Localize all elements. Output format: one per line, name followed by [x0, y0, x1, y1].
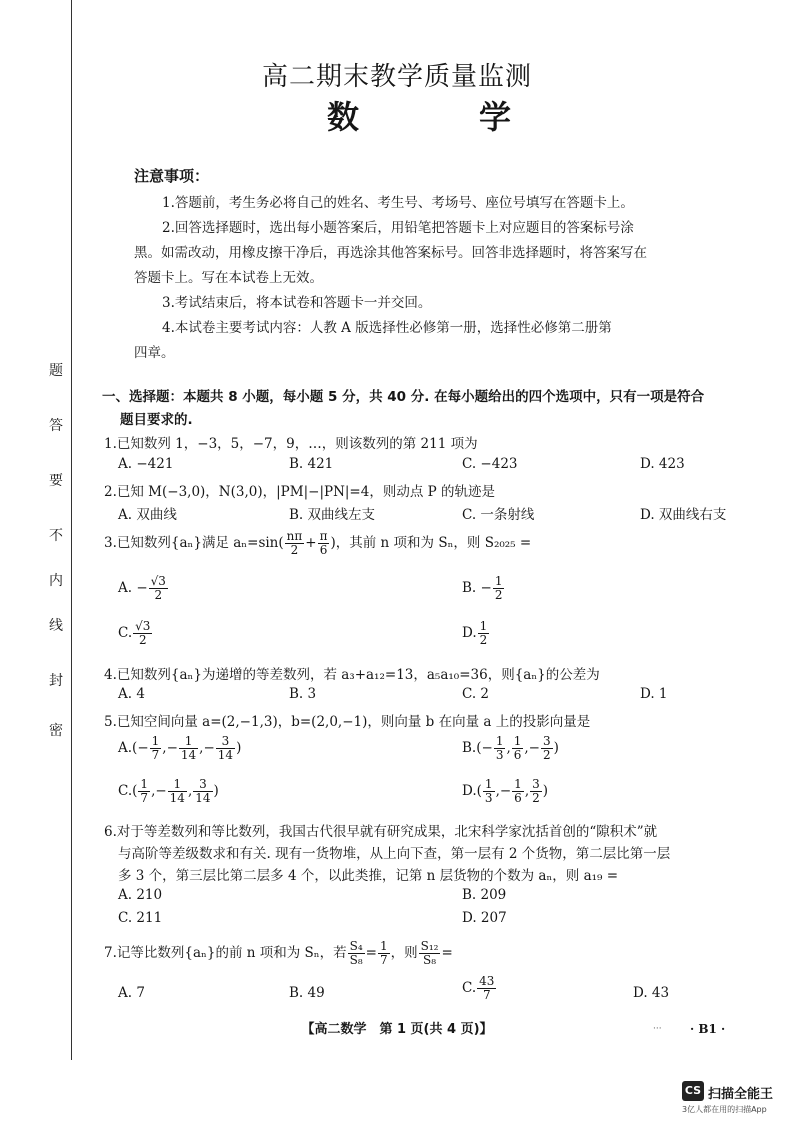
- separator: ,: [187, 783, 193, 799]
- option-label: C.: [462, 980, 477, 996]
- q1-option-c: C. −423: [462, 456, 518, 472]
- q7-option-c: [462, 975, 497, 1002]
- notice-heading: 注意事项：: [134, 167, 210, 185]
- q3-option-d: [462, 620, 490, 647]
- binding-char: 不: [49, 528, 63, 544]
- q6-option-b: B. 209: [462, 887, 507, 903]
- numerator: 3: [532, 777, 540, 791]
- fraction: [193, 778, 212, 805]
- notice-line: 2.回答选择题时，选出每小题答案后，用铅笔把答题卡上对应题目的答案标号涂: [162, 220, 634, 236]
- denominator: S₈: [423, 953, 437, 967]
- q4-option-d: D. 1: [640, 686, 668, 702]
- paren: ): [213, 783, 219, 799]
- separator: ,−: [162, 740, 178, 756]
- numerator: 1: [151, 734, 160, 748]
- option-label: A.: [118, 740, 133, 756]
- fraction: [150, 735, 162, 762]
- fraction: [318, 530, 330, 557]
- paren: ): [542, 783, 549, 799]
- q6-option-d: D. 207: [462, 910, 507, 926]
- separator: ,−: [199, 740, 215, 756]
- paren: (−: [476, 740, 493, 756]
- numerator: nπ: [286, 529, 303, 543]
- numerator: 1: [140, 777, 149, 791]
- paren: ): [553, 740, 559, 756]
- q5-option-b: [462, 735, 559, 762]
- q3-plus: +: [305, 535, 317, 551]
- numerator: S₁₂: [420, 939, 439, 953]
- paren: (: [476, 783, 482, 799]
- fraction: [179, 735, 198, 762]
- question-7: [104, 940, 453, 967]
- notice-line: 1.答题前，考生务必将自己的姓名、考生号、考场号、座位号填写在答题卡上。: [162, 195, 634, 211]
- notice-line: 3.考试结束后，将本试卷和答题卡一并交回。: [162, 295, 432, 311]
- scan-dots: ···: [653, 1024, 662, 1034]
- binding-char: 内: [49, 573, 63, 589]
- question-6: 6.对于等差数列和等比数列，我国古代很早就有研究成果，北宋科学家沈括首创的“隙积术”就: [104, 824, 658, 840]
- denominator: 7: [379, 953, 388, 967]
- page-footer: 【高二数学 第 1 页(共 4 页)】: [301, 1022, 493, 1037]
- q7-stem-mid: ，则: [390, 945, 418, 961]
- fraction: [285, 530, 305, 557]
- q4-option-b: B. 3: [289, 686, 317, 702]
- q2-option-c: C. 一条射线: [462, 507, 535, 523]
- fraction: [493, 575, 505, 602]
- q6-option-c: C. 211: [118, 910, 163, 926]
- numerator: 1: [379, 939, 388, 953]
- option-label: B.: [462, 740, 477, 756]
- binding-char: 题: [49, 363, 63, 379]
- watermark-name: 扫描全能王: [708, 1087, 774, 1102]
- denominator: 6: [514, 791, 522, 805]
- watermark-subtitle: 3亿人都在用的扫描App: [682, 1105, 767, 1114]
- question-4: 4.已知数列{aₙ}为递增的等差数列，若 a₃+a₁₂=13，a₅a₁₀=36，则{aₙ}的公差为: [104, 667, 600, 683]
- denominator: 6: [513, 748, 522, 762]
- denominator: 6: [319, 543, 328, 557]
- binding-char: 要: [49, 473, 63, 489]
- separator: ,−: [495, 783, 512, 799]
- separator: ,: [506, 740, 511, 756]
- denominator: 2: [543, 748, 551, 762]
- denominator: 7: [140, 791, 149, 805]
- separator: ,−: [151, 783, 167, 799]
- question-6-cont: 多 3 个，第三层比第二层多 4 个，以此类推，记第 n 层货物的个数为 aₙ，则 a₁₉ =: [118, 868, 619, 884]
- q7-option-a: A. 7: [118, 985, 145, 1001]
- q3-option-a: [118, 575, 169, 602]
- q5-option-a: [118, 735, 241, 762]
- fraction: [419, 940, 441, 967]
- option-label: D.: [462, 783, 477, 799]
- denominator: 2: [154, 588, 163, 602]
- q7-option-b: B. 49: [289, 985, 325, 1001]
- numerator: 1: [494, 574, 503, 588]
- fraction: [512, 735, 524, 762]
- fraction: [216, 735, 235, 762]
- q4-option-a: A. 4: [118, 686, 145, 702]
- numerator: 3: [193, 778, 212, 792]
- binding-char: 线: [49, 618, 63, 634]
- q5-option-c: [118, 778, 219, 805]
- notice-line: 答题卡上。写在本试卷上无效。: [134, 270, 323, 286]
- paren: ): [236, 740, 242, 756]
- q7-option-d: D. 43: [633, 985, 670, 1001]
- question-1: 1.已知数列 1，−3，5，−7，9，…，则该数列的第 211 项为: [104, 436, 478, 452]
- separator: ,: [524, 783, 530, 799]
- denominator: 2: [138, 633, 147, 647]
- notice-line: 4.本试卷主要考试内容：人教 A 版选择性必修第一册，选择性必修第二册第: [162, 320, 612, 336]
- fraction: [494, 735, 506, 762]
- section-heading: 一、选择题：本题共 8 小题，每小题 5 分，共 40 分. 在每小题给出的四个选项中，只有一项是符合: [102, 389, 705, 405]
- numerator: 43: [479, 974, 495, 988]
- numerator: 3: [543, 734, 551, 748]
- option-label: A. −: [118, 580, 148, 596]
- fraction: [133, 620, 152, 647]
- numerator: 1: [514, 777, 522, 791]
- denominator: 14: [180, 748, 197, 762]
- numerator: S₄: [349, 939, 363, 953]
- denominator: 2: [532, 791, 540, 805]
- fraction: [483, 778, 495, 805]
- q6-option-a: A. 210: [118, 887, 163, 903]
- denominator: 2: [290, 543, 299, 557]
- notice-line: 四章。: [134, 345, 175, 361]
- denominator: 14: [195, 791, 211, 805]
- numerator: 1: [179, 735, 198, 749]
- question-3: [104, 530, 531, 557]
- q7-stem-pre: 7.记等比数列{aₙ}的前 n 项和为 Sₙ，若: [104, 945, 347, 961]
- numerator: 1: [479, 619, 488, 633]
- denominator: 14: [217, 748, 234, 762]
- denominator: 3: [495, 748, 504, 762]
- numerator: π: [319, 529, 328, 543]
- numerator: √3: [150, 574, 166, 588]
- q3-stem-post: )，其前 n 项和为 Sₙ，则 S₂₀₂₅ =: [330, 535, 532, 551]
- q7-stem-post: =: [441, 945, 453, 961]
- question-2: 2.已知 M(−3,0)，N(3,0)，|PM|−|PN|=4，则动点 P 的轨迹是: [104, 484, 495, 500]
- paren: (: [132, 783, 138, 799]
- binding-char: 封: [49, 673, 63, 689]
- q2-option-d: D. 双曲线右支: [640, 507, 727, 523]
- binding-line: [71, 0, 72, 1060]
- paren: (−: [132, 740, 149, 756]
- q1-option-a: A. −421: [118, 456, 174, 472]
- q2-option-a: A. 双曲线: [118, 507, 177, 523]
- page-id: · B1 ·: [690, 1022, 726, 1036]
- denominator: 3: [484, 791, 493, 805]
- q3-option-c: [118, 620, 153, 647]
- question-6-cont: 与高阶等差级数求和有关. 现有一货物堆，从上向下查，第一层有 2 个货物，第二层比第一层: [118, 846, 671, 862]
- fraction: [541, 735, 553, 762]
- binding-char: 答: [49, 418, 63, 434]
- option-label: D.: [462, 625, 477, 641]
- fraction: [168, 778, 187, 805]
- fraction: [149, 575, 168, 602]
- numerator: 1: [495, 734, 504, 748]
- numerator: 1: [484, 777, 493, 791]
- exam-title: 高二期末教学质量监测: [261, 62, 532, 92]
- option-label: C.: [118, 625, 133, 641]
- numerator: 1: [513, 734, 522, 748]
- numerator: √3: [135, 619, 151, 633]
- q4-option-c: C. 2: [462, 686, 490, 702]
- option-label: B. −: [462, 580, 492, 596]
- fraction: [378, 940, 390, 967]
- separator: ,−: [524, 740, 540, 756]
- fraction: [477, 975, 496, 1002]
- question-5: 5.已知空间向量 a=(2,−1,3)，b=(2,0,−1)，则向量 b 在向量 a 上的投影向量是: [104, 714, 591, 730]
- q1-option-b: B. 421: [289, 456, 334, 472]
- denominator: 7: [151, 748, 160, 762]
- fraction: [530, 778, 542, 805]
- option-label: C.: [118, 783, 133, 799]
- binding-char: 密: [49, 723, 63, 739]
- equals: =: [365, 945, 377, 961]
- q1-option-d: D. 423: [640, 456, 685, 472]
- fraction: [348, 940, 365, 967]
- section-heading-cont: 题目要求的.: [120, 412, 193, 428]
- q3-option-b: [462, 575, 505, 602]
- denominator: S₈: [349, 953, 363, 967]
- denominator: 2: [494, 588, 503, 602]
- numerator: 3: [216, 735, 235, 749]
- q5-option-d: [462, 778, 548, 805]
- q2-option-b: B. 双曲线左支: [289, 507, 376, 523]
- camscanner-logo-icon: CS: [682, 1081, 704, 1101]
- q3-stem-pre: 3.已知数列{aₙ}满足 aₙ=sin(: [104, 535, 284, 551]
- fraction: [138, 778, 150, 805]
- notice-line: 黑。如需改动，用橡皮擦干净后，再选涂其他答案标号。回答非选择题时，将答案写在: [134, 245, 647, 261]
- denominator: 7: [482, 988, 491, 1002]
- subject-title: 数 学: [326, 98, 555, 136]
- denominator: 2: [479, 633, 488, 647]
- fraction: [512, 778, 524, 805]
- fraction: [478, 620, 490, 647]
- denominator: 14: [169, 791, 185, 805]
- numerator: 1: [168, 778, 187, 792]
